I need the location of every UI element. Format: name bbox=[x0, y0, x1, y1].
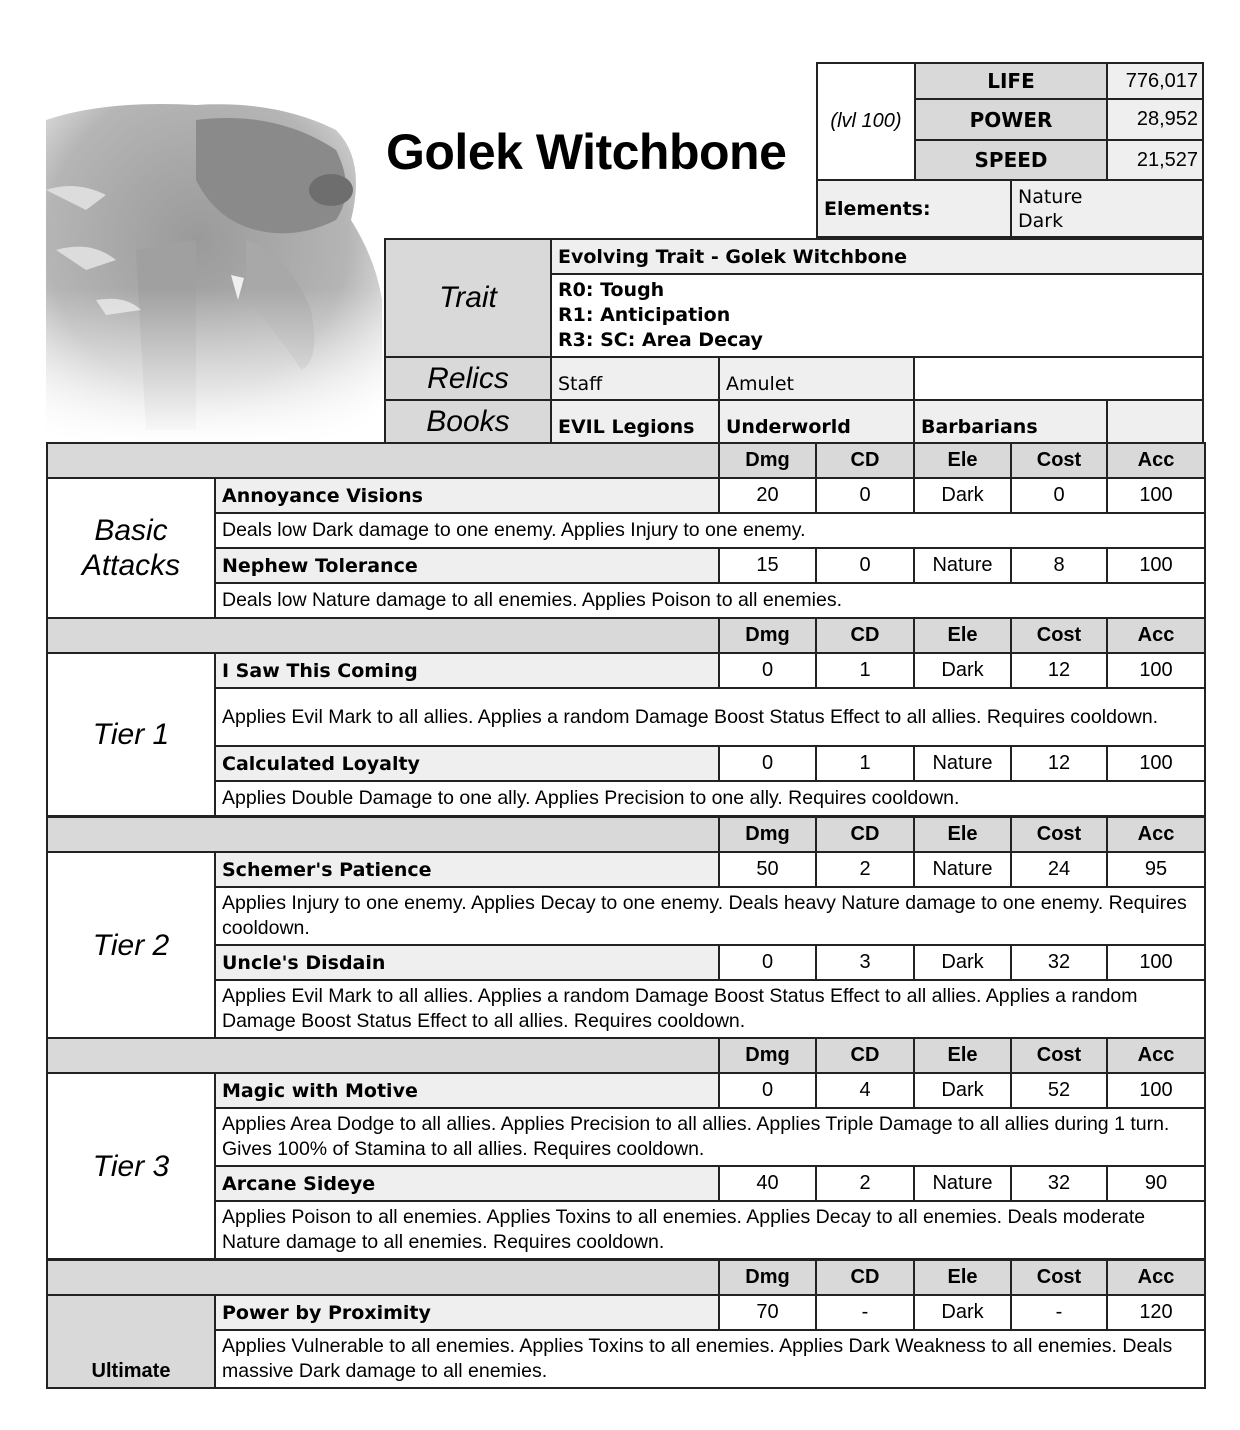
section-label-line: Attacks bbox=[81, 549, 181, 582]
skill-acc: 100 bbox=[1106, 547, 1206, 584]
hero-portrait bbox=[46, 100, 382, 442]
section-label-line: Tier 1 bbox=[92, 718, 170, 751]
skill-cd: 0 bbox=[815, 547, 915, 584]
skill-cd: 1 bbox=[815, 745, 915, 782]
section-label bbox=[46, 477, 216, 619]
skill-acc: 100 bbox=[1106, 477, 1206, 514]
trait-label: Trait bbox=[384, 238, 552, 358]
column-header-ele: Ele bbox=[913, 617, 1012, 654]
skill-name: Power by Proximity bbox=[214, 1294, 720, 1331]
section-header-bar bbox=[46, 617, 720, 654]
section-header-bar bbox=[46, 816, 720, 853]
skill-cd: 0 bbox=[815, 477, 915, 514]
element-nature: Nature bbox=[1018, 185, 1083, 208]
skill-description: Deals low Dark damage to one enemy. Applies Injury to one enemy. bbox=[214, 512, 1206, 549]
element-dark: Dark bbox=[1018, 209, 1064, 232]
books-label: Books bbox=[384, 399, 552, 444]
skill-cost: 8 bbox=[1010, 547, 1108, 584]
column-header-acc: Acc bbox=[1106, 816, 1206, 853]
skill-description: Applies Area Dodge to all allies. Applies Precision to all allies. Applies Triple Damage to all allies during 1 turn. Gives 100% of Stamina to all allies. Requires cooldown. bbox=[214, 1107, 1206, 1167]
skill-acc: 100 bbox=[1106, 652, 1206, 689]
skill-acc: 100 bbox=[1106, 1072, 1206, 1109]
skill-name: Schemer's Patience bbox=[214, 851, 720, 888]
column-header-cd: CD bbox=[815, 442, 915, 479]
column-header-cost: Cost bbox=[1010, 816, 1108, 853]
skill-cd: - bbox=[815, 1294, 915, 1331]
skill-acc: 120 bbox=[1106, 1294, 1206, 1331]
skill-description: Applies Injury to one enemy. Applies Decay to one enemy. Deals heavy Nature damage to one enemy. Requires cooldown. bbox=[214, 886, 1206, 946]
column-header-dmg: Dmg bbox=[718, 1037, 817, 1074]
skill-acc: 90 bbox=[1106, 1165, 1206, 1202]
skill-ele: Nature bbox=[913, 851, 1012, 888]
skill-description: Applies Vulnerable to all enemies. Applies Toxins to all enemies. Applies Dark Weakness to all enemies. Deals massive Dark damage to all enemies. bbox=[214, 1329, 1206, 1389]
stat-label-power: POWER bbox=[914, 98, 1108, 141]
skill-cd: 2 bbox=[815, 851, 915, 888]
column-header-dmg: Dmg bbox=[718, 1259, 817, 1296]
skill-name: Magic with Motive bbox=[214, 1072, 720, 1109]
skill-cost: 0 bbox=[1010, 477, 1108, 514]
column-header-dmg: Dmg bbox=[718, 816, 817, 853]
book-1: Underworld bbox=[718, 399, 915, 444]
column-header-acc: Acc bbox=[1106, 1037, 1206, 1074]
skill-dmg: 0 bbox=[718, 944, 817, 981]
column-header-acc: Acc bbox=[1106, 617, 1206, 654]
skill-dmg: 40 bbox=[718, 1165, 817, 1202]
column-header-cd: CD bbox=[815, 1037, 915, 1074]
column-header-ele: Ele bbox=[913, 816, 1012, 853]
skill-dmg: 50 bbox=[718, 851, 817, 888]
column-header-acc: Acc bbox=[1106, 1259, 1206, 1296]
hero-name: Golek Witchbone bbox=[386, 124, 787, 180]
section-label bbox=[46, 851, 216, 1039]
section-header-bar bbox=[46, 1259, 720, 1296]
troll-shaman-portrait-icon bbox=[46, 100, 382, 442]
section-label-line: Tier 2 bbox=[92, 928, 170, 962]
column-header-dmg: Dmg bbox=[718, 442, 817, 479]
column-header-cost: Cost bbox=[1010, 617, 1108, 654]
skill-name: Nephew Tolerance bbox=[214, 547, 720, 584]
skill-cost: 12 bbox=[1010, 652, 1108, 689]
trait-rank-2: R3: SC: Area Decay bbox=[558, 329, 763, 351]
section-header-bar bbox=[46, 1037, 720, 1074]
trait-title: Evolving Trait - Golek Witchbone bbox=[550, 238, 1204, 275]
stat-label-life: LIFE bbox=[914, 62, 1108, 100]
stat-label-speed: SPEED bbox=[914, 139, 1108, 181]
column-header-cost: Cost bbox=[1010, 442, 1108, 479]
column-header-ele: Ele bbox=[913, 442, 1012, 479]
skill-name: Calculated Loyalty bbox=[214, 745, 720, 782]
skill-cd: 4 bbox=[815, 1072, 915, 1109]
skill-dmg: 0 bbox=[718, 652, 817, 689]
relic-1: Amulet bbox=[718, 356, 915, 401]
column-header-cd: CD bbox=[815, 1259, 915, 1296]
column-header-cd: CD bbox=[815, 816, 915, 853]
column-header-acc: Acc bbox=[1106, 442, 1206, 479]
skill-dmg: 0 bbox=[718, 745, 817, 782]
skill-cost: 32 bbox=[1010, 1165, 1108, 1202]
skill-ele: Nature bbox=[913, 1165, 1012, 1202]
skill-ele: Dark bbox=[913, 652, 1012, 689]
relic-2 bbox=[913, 356, 1204, 401]
elements-label: Elements: bbox=[816, 179, 1012, 238]
section-label bbox=[46, 652, 216, 817]
skill-cd: 3 bbox=[815, 944, 915, 981]
trait-ranks bbox=[550, 273, 1204, 358]
skill-description: Applies Poison to all enemies. Applies Toxins to all enemies. Applies Decay to all enemies. Deals moderate Nature damage to all enemies. Requires cooldown. bbox=[214, 1200, 1206, 1260]
relic-0: Staff bbox=[550, 356, 720, 401]
skill-dmg: 15 bbox=[718, 547, 817, 584]
skill-description: Deals low Nature damage to all enemies. Applies Poison to all enemies. bbox=[214, 582, 1206, 619]
hero-level: (lvl 100) bbox=[816, 62, 916, 181]
skill-ele: Dark bbox=[913, 1072, 1012, 1109]
stat-value-life: 776,017 bbox=[1106, 62, 1204, 100]
stat-value-power: 28,952 bbox=[1106, 98, 1204, 141]
skill-description: Applies Evil Mark to all allies. Applies a random Damage Boost Status Effect to all allies. Applies a random Damage Boost Status Effect to all allies. Requires cooldown. bbox=[214, 979, 1206, 1039]
skill-dmg: 20 bbox=[718, 477, 817, 514]
skill-cost: 52 bbox=[1010, 1072, 1108, 1109]
column-header-ele: Ele bbox=[913, 1259, 1012, 1296]
skill-ele: Dark bbox=[913, 944, 1012, 981]
skill-dmg: 0 bbox=[718, 1072, 817, 1109]
skill-name: Arcane Sideye bbox=[214, 1165, 720, 1202]
section-label bbox=[46, 1294, 216, 1389]
skill-cd: 1 bbox=[815, 652, 915, 689]
skill-name: I Saw This Coming bbox=[214, 652, 720, 689]
skill-ele: Nature bbox=[913, 547, 1012, 584]
section-header-bar bbox=[46, 442, 720, 479]
skill-ele: Dark bbox=[913, 1294, 1012, 1331]
column-header-cd: CD bbox=[815, 617, 915, 654]
elements-list bbox=[1010, 179, 1204, 238]
skill-acc: 100 bbox=[1106, 745, 1206, 782]
skill-ele: Dark bbox=[913, 477, 1012, 514]
skill-cost: - bbox=[1010, 1294, 1108, 1331]
column-header-ele: Ele bbox=[913, 1037, 1012, 1074]
skill-description: Applies Evil Mark to all allies. Applies a random Damage Boost Status Effect to all allies. Requires cooldown. bbox=[214, 687, 1206, 747]
skill-name: Annoyance Visions bbox=[214, 477, 720, 514]
stat-value-speed: 21,527 bbox=[1106, 139, 1204, 181]
column-header-cost: Cost bbox=[1010, 1037, 1108, 1074]
book-0: EVIL Legions bbox=[550, 399, 720, 444]
skill-description: Applies Double Damage to one ally. Applies Precision to one ally. Requires cooldown. bbox=[214, 780, 1206, 817]
skill-acc: 100 bbox=[1106, 944, 1206, 981]
trait-rank-0: R0: Tough bbox=[558, 279, 665, 301]
skill-ele: Nature bbox=[913, 745, 1012, 782]
skill-cd: 2 bbox=[815, 1165, 915, 1202]
skill-cost: 12 bbox=[1010, 745, 1108, 782]
section-label bbox=[46, 1072, 216, 1260]
trait-rank-1: R1: Anticipation bbox=[558, 304, 731, 326]
book-3 bbox=[1106, 399, 1204, 444]
relics-label: Relics bbox=[384, 356, 552, 401]
skill-cost: 32 bbox=[1010, 944, 1108, 981]
skill-cost: 24 bbox=[1010, 851, 1108, 888]
section-label-line: Tier 3 bbox=[92, 1149, 170, 1183]
column-header-cost: Cost bbox=[1010, 1259, 1108, 1296]
section-label-line: Ultimate bbox=[91, 1360, 171, 1382]
column-header-dmg: Dmg bbox=[718, 617, 817, 654]
skill-name: Uncle's Disdain bbox=[214, 944, 720, 981]
book-2: Barbarians bbox=[913, 399, 1108, 444]
skill-acc: 95 bbox=[1106, 851, 1206, 888]
section-label-line: Basic bbox=[94, 514, 168, 547]
skill-dmg: 70 bbox=[718, 1294, 817, 1331]
